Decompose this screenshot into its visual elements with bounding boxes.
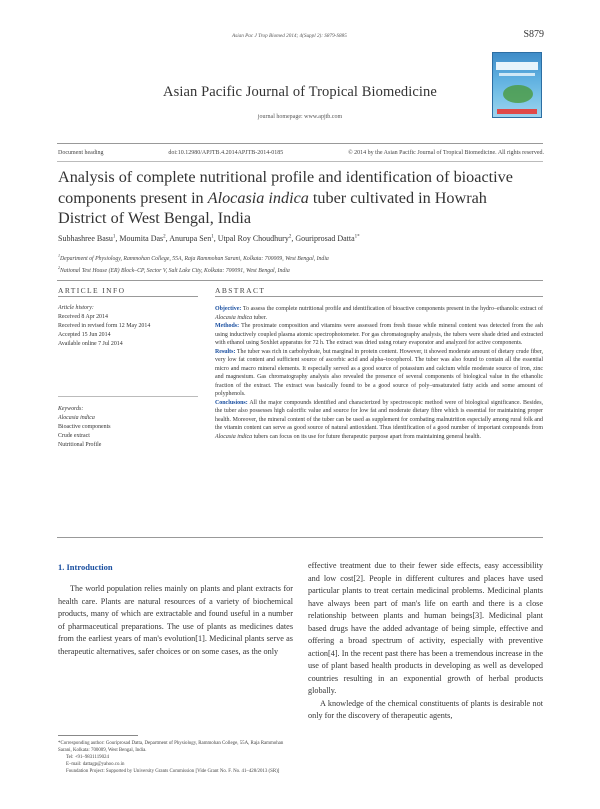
funding-note: Foundation Project: Supported by University Grants Commission [Vide Grant No. F. No. 41–428/2013 (SR)] bbox=[66, 769, 280, 774]
journal-homepage: journal homepage: www.apjtb.com bbox=[257, 114, 343, 120]
divider bbox=[58, 396, 198, 397]
body-column-left bbox=[58, 583, 293, 658]
affiliation: $^2$National Test House (ER) Block–CP, Sector V, Salt Lake City, Kolkata: 700091, West Bengal, India bbox=[58, 265, 290, 274]
abstract-results: Results: The tuber was rich in carbohydrate, but marginal in protein content. However, it showed moderate amount of dietary crude fiber, very low fat content and sufficient source of ascorbic acid and alpha–tocopherol. The tuber was also found to contain all the essential micro and macro mineral elements. It especially served as a good source of potassium and calcium while moderate source of iron, zinc and magnesium. Gas chromatography analysis also revealed the presence of several components of biological value in the ethanolic fraction of the extract. The extract was basically found to be a good source of poly–unsaturated fatty acids and some amount of polyphenols. bbox=[215, 348, 543, 397]
author: Gouriprosad Datta bbox=[295, 234, 355, 243]
divider bbox=[215, 296, 543, 297]
author: Subhashree Basu bbox=[58, 234, 113, 243]
section-title: 1. Introduction bbox=[58, 562, 113, 572]
footnote-divider bbox=[58, 735, 138, 736]
article-history: Article history: Received 8 Apr 2014 Received in revised form 12 May 2014 Accepted 15 Jun 2014 Available online 7 Jul 2014 bbox=[58, 305, 151, 347]
keyword: Bioactive components bbox=[58, 424, 111, 430]
paragraph: A knowledge of the chemical constituents of plants is desirable not only for the discovery of therapeutic agents, bbox=[308, 698, 543, 720]
doc-meta-line bbox=[58, 150, 544, 156]
divider bbox=[57, 161, 543, 162]
body-column-right bbox=[308, 560, 543, 723]
abstract-heading: ABSTRACT bbox=[215, 286, 266, 295]
abstract-body bbox=[215, 305, 543, 441]
copyright: © 2014 by the Asian Pacific Journal of Tropical Biomedicine. All rights reserved. bbox=[348, 150, 544, 156]
document-heading: Document heading bbox=[58, 150, 104, 156]
affiliation: $^1$Department of Physiology, Rammohan College, 55A, Raja Rammohan Sarani, Kolkata: 700009, West Bengal, India bbox=[58, 253, 329, 262]
footnotes bbox=[58, 740, 293, 775]
divider bbox=[57, 280, 543, 281]
keyword: Alocasia indica bbox=[58, 415, 95, 421]
email-link[interactable]: E–mail: dattagp@yahoo.co.in bbox=[66, 762, 125, 767]
paragraph: The world population relies mainly on plants and plant extracts for health care. Plants are natural resources of a variety of biochemical products, many of which are extractable and found useful in a number of pharmaceutical preparations. The use of plants as medicines dates from the earliest years of man's evolution[1]. Medicinal plants serve as therapeutic alternatives, safer choices or on some cases, as the only bbox=[58, 584, 293, 656]
abstract-conclusions: Conclusions: All the major compounds identified and characterized by spectroscopic method were of biological significance. Besides, the tuber also possesses high calorific value and source for low fat and moderate dietary fibre which is essential for maintaining proper health. Moreover, the mineral content of the tuber can be used as supplement for combating malnutrition especially among rural folk and the vitamin content can serve as good source of natural antioxidant. Thus identification of a good number of important compounds from Alocasia indica tubers can focus on its use for future therapeutic purpose apart from maintaining general health. bbox=[215, 399, 543, 440]
doi-link[interactable]: doi:10.12980/APJTB.4.2014APJTB-2014-0185 bbox=[168, 150, 284, 156]
divider bbox=[57, 537, 543, 538]
phone: Tel: +91–9831119024 bbox=[66, 755, 109, 760]
paragraph: effective treatment due to their fewer side effects, easy accessibility and low cost[2]. People in different cultures and places have used particular plants to treat certain medicinal problems. Medicinal plants have always been part of man's life on earth and there is a close relationship between plants and human beings[3]. Medicinal plant based drugs have the added advantage of being simple, effective and offering a broad spectrum of activity, especially with preventive action[4]. In the recent past there has been a tremendous increase in the use of plant based health products in developing as well as developed countries resulting in an exponential growth of herbal products globally. bbox=[308, 561, 543, 695]
author: Anurupa Sen bbox=[169, 234, 212, 243]
divider bbox=[58, 296, 198, 297]
author: Moumita Das bbox=[119, 234, 164, 243]
keywords: Keywords: Alocasia indica Bioactive components Crude extract Nutritional Profile bbox=[58, 405, 198, 450]
corresponding-author: *Corresponding author: Gouriprosad Datta, Department of Physiology, Rammohan College, 55A, Raja Rammohan Sarani, Kolkata: 700009, West Bengal, India. bbox=[58, 741, 284, 753]
keyword: Nutritional Profile bbox=[58, 442, 102, 448]
journal-name: Asian Pacific Journal of Tropical Biomedicine bbox=[163, 84, 437, 100]
divider bbox=[57, 143, 543, 144]
author-list: Subhashree Basu$^1$, Moumita Das$^2$, Anurupa Sen$^1$, Utpal Roy Choudhury$^2$, Gouriprosad Datta$^{1*}$ bbox=[58, 234, 360, 243]
article-title: Analysis of complete nutritional profile and identification of bioactive components present in Alocasia indica tuber cultivated in Howrah District of West Bengal, India bbox=[58, 168, 513, 227]
abstract-objective: Objective: To assess the complete nutritional profile and identification of bioactive components present in the hydro–ethanolic extract of Alocasia indica tuber. bbox=[215, 306, 543, 321]
species-name: Alocasia indica bbox=[207, 188, 309, 207]
author: Utpal Roy Choudhury bbox=[217, 234, 289, 243]
page-number: S879 bbox=[523, 29, 544, 40]
running-head: Asian Pac J Trop Biomed 2014; 4(Suppl 2): S879-S885 bbox=[232, 33, 347, 39]
article-info-heading: ARTICLE INFO bbox=[58, 286, 126, 295]
abstract-methods: Methods: The proximate composition and vitamins were assessed from fresh tissue while mineral content was detected from the ash using inductively coupled plasma atomic spectrophotometer. For gas chromatography analysis, the tubers were shade dried and extracted with ethanol using Soxhlet apparatus for 72 h. The extract was dried using rotary evaporator and analyzed for active components. bbox=[215, 323, 543, 346]
keyword: Crude extract bbox=[58, 433, 90, 439]
